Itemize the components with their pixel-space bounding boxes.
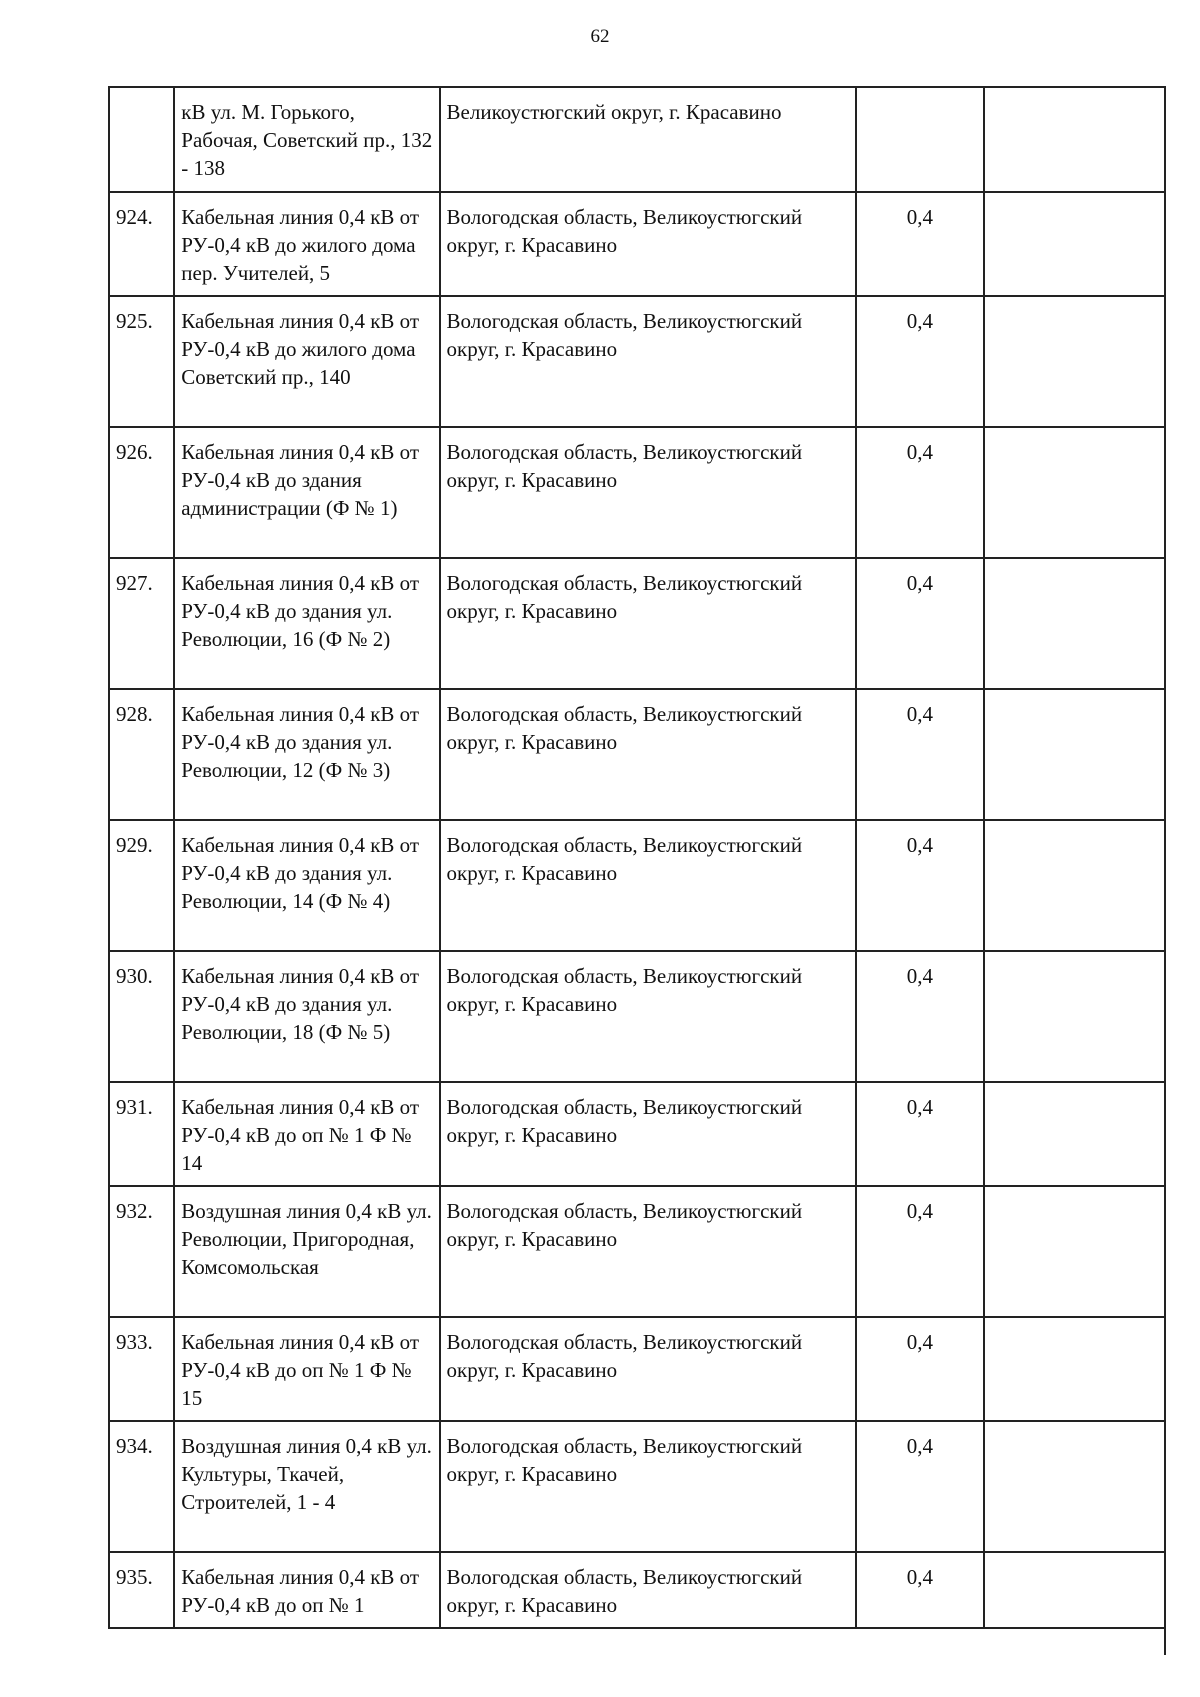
object-name: Кабельная линия 0,4 кВ от РУ-0,4 кВ до здания ул. Революции, 16 (Ф № 2) xyxy=(174,558,439,689)
object-name: Кабельная линия 0,4 кВ от РУ-0,4 кВ до здания ул. Революции, 18 (Ф № 5) xyxy=(174,951,439,1082)
voltage-value: 0,4 xyxy=(856,192,985,296)
row-number: 932. xyxy=(109,1186,174,1317)
row-number: 933. xyxy=(109,1317,174,1421)
object-location: Вологодская область, Великоустюгский округ, г. Красавино xyxy=(440,951,856,1082)
row-number xyxy=(109,87,174,192)
row-number: 935. xyxy=(109,1552,174,1628)
object-location: Великоустюгский округ, г. Красавино xyxy=(440,87,856,192)
empty-cell xyxy=(984,1552,1165,1628)
table-row xyxy=(109,87,1165,192)
registry-table xyxy=(108,86,1166,1629)
table-row xyxy=(109,296,1165,427)
voltage-value xyxy=(856,87,985,192)
empty-cell xyxy=(984,1421,1165,1552)
empty-cell xyxy=(984,192,1165,296)
empty-cell xyxy=(984,820,1165,951)
voltage-value: 0,4 xyxy=(856,427,985,558)
empty-cell xyxy=(984,1186,1165,1317)
object-location: Вологодская область, Великоустюгский округ, г. Красавино xyxy=(440,689,856,820)
row-number: 929. xyxy=(109,820,174,951)
voltage-value: 0,4 xyxy=(856,558,985,689)
empty-cell xyxy=(984,1082,1165,1186)
voltage-value: 0,4 xyxy=(856,820,985,951)
row-number: 934. xyxy=(109,1421,174,1552)
voltage-value: 0,4 xyxy=(856,951,985,1082)
voltage-value: 0,4 xyxy=(856,1317,985,1421)
table-row xyxy=(109,1552,1165,1628)
voltage-value: 0,4 xyxy=(856,296,985,427)
table-row xyxy=(109,820,1165,951)
object-location: Вологодская область, Великоустюгский округ, г. Красавино xyxy=(440,296,856,427)
row-number: 927. xyxy=(109,558,174,689)
row-number: 925. xyxy=(109,296,174,427)
table-row xyxy=(109,558,1165,689)
table-row xyxy=(109,1082,1165,1186)
empty-cell xyxy=(984,296,1165,427)
object-name: Кабельная линия 0,4 кВ от РУ-0,4 кВ до жилого дома пер. Учителей, 5 xyxy=(174,192,439,296)
object-location: Вологодская область, Великоустюгский округ, г. Красавино xyxy=(440,1082,856,1186)
registry-table-body xyxy=(109,87,1165,1628)
table-row xyxy=(109,1421,1165,1552)
table-row xyxy=(109,1317,1165,1421)
object-name: Кабельная линия 0,4 кВ от РУ-0,4 кВ до здания ул. Революции, 14 (Ф № 4) xyxy=(174,820,439,951)
row-number: 930. xyxy=(109,951,174,1082)
empty-cell xyxy=(984,87,1165,192)
object-name: Воздушная линия 0,4 кВ ул. Культуры, Ткачей, Строителей, 1 - 4 xyxy=(174,1421,439,1552)
row-number: 931. xyxy=(109,1082,174,1186)
row-number: 924. xyxy=(109,192,174,296)
table-row xyxy=(109,951,1165,1082)
object-name: Воздушная линия 0,4 кВ ул. Революции, Пригородная, Комсомольская xyxy=(174,1186,439,1317)
row-number: 928. xyxy=(109,689,174,820)
empty-cell xyxy=(984,951,1165,1082)
object-name: кВ ул. М. Горького, Рабочая, Советский пр., 132 - 138 xyxy=(174,87,439,192)
voltage-value: 0,4 xyxy=(856,1552,985,1628)
table-row xyxy=(109,427,1165,558)
empty-cell xyxy=(984,689,1165,820)
object-location: Вологодская область, Великоустюгский округ, г. Красавино xyxy=(440,1186,856,1317)
object-location: Вологодская область, Великоустюгский округ, г. Красавино xyxy=(440,1552,856,1628)
page-number: 62 xyxy=(590,26,610,47)
empty-cell xyxy=(984,427,1165,558)
object-location: Вологодская область, Великоустюгский округ, г. Красавино xyxy=(440,558,856,689)
table-row xyxy=(109,1186,1165,1317)
object-name: Кабельная линия 0,4 кВ от РУ-0,4 кВ до оп № 1 Ф № 15 xyxy=(174,1317,439,1421)
object-name: Кабельная линия 0,4 кВ от РУ-0,4 кВ до здания ул. Революции, 12 (Ф № 3) xyxy=(174,689,439,820)
object-location: Вологодская область, Великоустюгский округ, г. Красавино xyxy=(440,1317,856,1421)
voltage-value: 0,4 xyxy=(856,1082,985,1186)
object-location: Вологодская область, Великоустюгский округ, г. Красавино xyxy=(440,820,856,951)
table-row xyxy=(109,192,1165,296)
voltage-value: 0,4 xyxy=(856,1421,985,1552)
row-number: 926. xyxy=(109,427,174,558)
object-name: Кабельная линия 0,4 кВ от РУ-0,4 кВ до здания администрации (Ф № 1) xyxy=(174,427,439,558)
object-name: Кабельная линия 0,4 кВ от РУ-0,4 кВ до оп № 1 xyxy=(174,1552,439,1628)
object-location: Вологодская область, Великоустюгский округ, г. Красавино xyxy=(440,427,856,558)
empty-cell xyxy=(984,558,1165,689)
empty-cell xyxy=(984,1317,1165,1421)
object-name: Кабельная линия 0,4 кВ от РУ-0,4 кВ до жилого дома Советский пр., 140 xyxy=(174,296,439,427)
object-name: Кабельная линия 0,4 кВ от РУ-0,4 кВ до оп № 1 Ф № 14 xyxy=(174,1082,439,1186)
voltage-value: 0,4 xyxy=(856,1186,985,1317)
object-location: Вологодская область, Великоустюгский округ, г. Красавино xyxy=(440,1421,856,1552)
object-location: Вологодская область, Великоустюгский округ, г. Красавино xyxy=(440,192,856,296)
voltage-value: 0,4 xyxy=(856,689,985,820)
table-row xyxy=(109,689,1165,820)
